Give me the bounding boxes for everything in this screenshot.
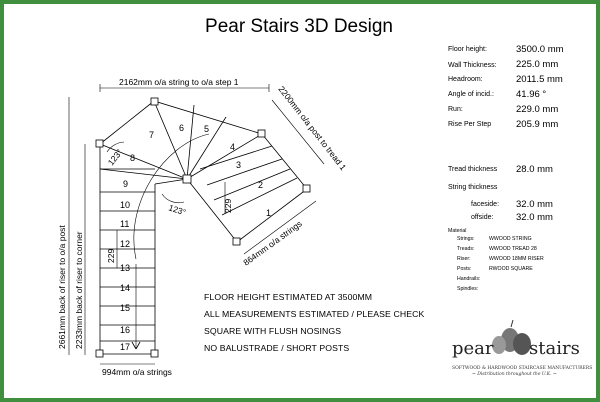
run-label-left: 229: [106, 248, 116, 263]
post-top: [151, 98, 158, 105]
post-bottom-left: [96, 350, 103, 357]
step-number: 3: [236, 160, 242, 170]
step-number: 8: [130, 153, 136, 163]
faceside-label: faceside:: [471, 201, 500, 208]
logo-tagline: SOFTWOOD & HARDWOOD STAIRCASE MANUFACTURERS: [452, 366, 593, 371]
step-number: 15: [120, 303, 131, 313]
spec-value: 229.0 mm: [516, 104, 559, 115]
spec-label: Run:: [448, 106, 463, 113]
tread-thickness-label: Tread thickness: [448, 166, 498, 173]
material-value: WWOOD 18MM RISER: [489, 256, 544, 262]
step-number: 12: [120, 239, 131, 249]
material-label: Treads:: [457, 246, 475, 252]
string-thickness-label: String thickness: [448, 184, 498, 191]
step-number: 11: [120, 219, 130, 229]
step-number: 2: [258, 180, 264, 190]
spec-label: Headroom:: [448, 76, 483, 83]
dim-left-inner-label: 2233mm back of riser to corner: [74, 231, 84, 349]
material-value: WWOOD TREAD 28: [489, 246, 537, 252]
step-number: 5: [204, 124, 210, 134]
post-bottom-right: [151, 350, 158, 357]
post-corner: [96, 140, 103, 147]
spec-value: 41.96 °: [516, 89, 547, 100]
step-number: 14: [120, 283, 131, 293]
dim-lower-label: 864mm o/a strings: [241, 218, 304, 268]
step-number: 13: [120, 263, 131, 273]
logo-brand-left: pear: [452, 338, 494, 359]
step-number: 9: [123, 179, 129, 189]
material-label: Spindles:: [457, 286, 479, 292]
step-number: 16: [120, 325, 131, 335]
lower-string-outer: [262, 134, 307, 189]
dim-top-label: 2162mm o/a string to o/a step 1: [119, 77, 239, 87]
note-line: ALL MEASUREMENTS ESTIMATED / PLEASE CHECK: [204, 309, 425, 319]
lower-flight-treads: [200, 146, 297, 215]
walking-line: [134, 134, 209, 259]
run-label-right: 229: [223, 198, 233, 213]
step-number: 1: [266, 208, 272, 218]
spec-value: 225.0 mm: [516, 59, 559, 70]
step-number: 17: [120, 342, 131, 352]
pear-logo-icon: [492, 320, 531, 355]
post-newel: [183, 175, 191, 183]
page-title: Pear Stairs 3D Design: [205, 16, 393, 37]
post-lower-right: [303, 185, 310, 192]
drawing-sheet: [4, 4, 596, 398]
post-right: [258, 130, 265, 137]
stair-plan-drawing: [4, 4, 596, 398]
step-number: 10: [120, 200, 131, 210]
material-label: Posts:: [457, 266, 472, 272]
dim-right-label: 2200mm o/a post to tread 1: [276, 84, 349, 173]
offside-value: 32.0 mm: [516, 212, 553, 223]
spec-value: 2011.5 mm: [516, 74, 563, 85]
material-label: Handrails:: [457, 276, 481, 282]
offside-label: offside:: [471, 214, 494, 221]
angle-arc-bottom: [162, 194, 184, 203]
post-lower: [233, 238, 240, 245]
step-number: 7: [149, 130, 155, 140]
dim-bottom-label: 994mm o/a strings: [102, 367, 172, 377]
winder-radial-lines: [100, 101, 262, 184]
logo-subline: ~ Distribution throughout the U.K. ~: [472, 372, 557, 377]
step-number: 6: [179, 123, 185, 133]
dim-left-outer-label: 2661mm back of riser to o/a post: [57, 225, 67, 349]
material-heading: Material: [448, 228, 467, 234]
logo-brand-right: stairs: [529, 338, 580, 359]
note-line: SQUARE WITH FLUSH NOSINGS: [204, 326, 342, 336]
spec-label: Wall Thickness:: [448, 62, 497, 69]
spec-label: Rise Per Step: [448, 121, 492, 128]
material-label: Riser:: [457, 256, 471, 262]
spec-label: Angle of incid.:: [448, 91, 494, 98]
note-line: FLOOR HEIGHT ESTIMATED AT 3500MM: [204, 292, 373, 302]
faceside-value: 32.0 mm: [516, 199, 553, 210]
tread-thickness-value: 28.0 mm: [516, 164, 553, 175]
material-value: RWOOD SQUARE: [489, 266, 533, 272]
spec-label: Floor height:: [448, 46, 487, 53]
note-line: NO BALUSTRADE / SHORT POSTS: [204, 343, 350, 353]
spec-value: 205.9 mm: [516, 119, 559, 130]
angle-label-top: 123°: [105, 147, 125, 168]
material-label: Strings:: [457, 236, 475, 242]
spec-value: 3500.0 mm: [516, 44, 564, 55]
step-number: 4: [230, 142, 236, 152]
material-value: WWOOD STRING: [489, 236, 532, 242]
angle-label-bottom: 123°: [167, 202, 188, 218]
